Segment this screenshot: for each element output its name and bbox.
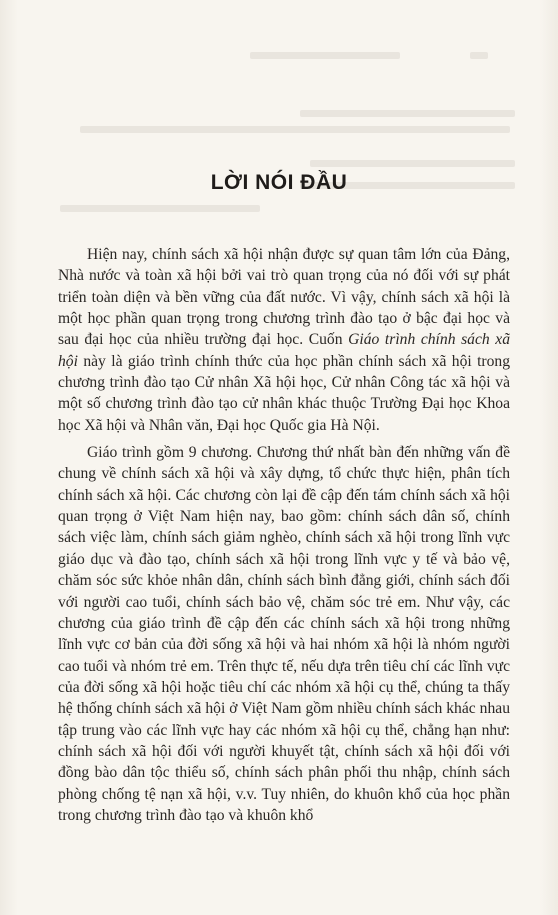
book-title-italic: Giáo trình chính sách xã hội	[58, 331, 510, 370]
paragraph-1-text-after: này là giáo trình chính thức của học phần chính sách xã hội trong chương trình đào tạo Cử nhân Xã hội học, Cử nhân Công tác xã hội và một số chương trình đào tạo cử nhân khác thuộc Trường Đại học Khoa học Xã hội và Nhân văn, Đại học Quốc gia Hà Nội.	[58, 352, 510, 434]
paragraph-2: Giáo trình gồm 9 chương. Chương thứ nhất bàn đến những vấn đề chung về chính sách xã hội và xây dựng, tổ chức thực hiện, phân tích chính sách xã hội. Các chương còn lại đề cập đến tám chính sách xã hội quan trọng ở Việt Nam hiện nay, bao gồm: chính sách dân số, chính sách việc làm, chính sách giảm nghèo, chính sách xã hội trong lĩnh vực giáo dục và đào tạo, chính sách xã hội trong lĩnh vực y tế và bảo vệ, chăm sóc sức khỏe nhân dân, chính sách bình đẳng giới, chính sách đối với người cao tuổi, chính sách bảo vệ, chăm sóc trẻ em. Như vậy, các chương của giáo trình đề cập đến các chính sách xã hội trong những lĩnh vực cơ bản của đời sống xã hội và hai nhóm xã hội là nhóm người cao tuổi và nhóm trẻ em. Trên thực tế, nếu dựa trên tiêu chí các lĩnh vực của đời sống xã hội hoặc tiêu chí các nhóm xã hội cụ thể, chúng ta thấy hệ thống chính sách xã hội ở Việt Nam gồm nhiều chính sách khác nhau tập trung vào các lĩnh vực hay các nhóm xã hội cụ thể, chẳng hạn như: chính sách xã hội đối với người khuyết tật, chính sách xã hội đối với đồng bào dân tộc thiểu số, chính sách phân phối thu nhập, chính sách phòng chống tệ nạn xã hội, v.v. Tuy nhiên, do khuôn khổ của học phần trong chương trình đào tạo và khuôn khổ	[58, 444, 510, 824]
preface-body	[58, 244, 510, 832]
page-title: LỜI NÓI ĐẦU	[210, 171, 348, 195]
paragraph-1	[58, 244, 510, 436]
paragraph-1-text-before: Hiện nay, chính sách xã hội nhận được sự quan tâm lớn của Đảng, Nhà nước và toàn xã hội bởi vai trò quan trọng của nó đối với sự phát triển toàn diện và bền vững của đất nước. Vì vậy, chính sách xã hội là một học phần quan trọng trong chương trình đào tạo ở bậc đại học và sau đại học của nhiều trường đại học. Cuốn	[58, 246, 510, 349]
